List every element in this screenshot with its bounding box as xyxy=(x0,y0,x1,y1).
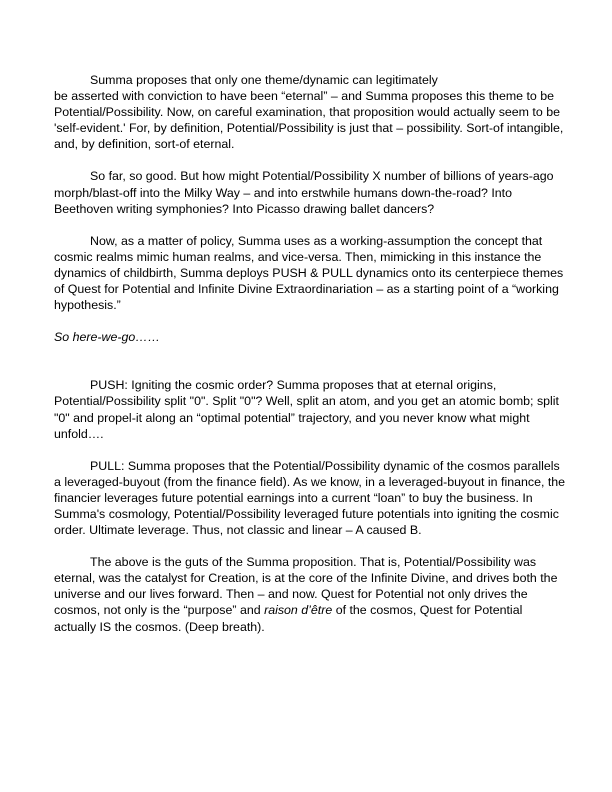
paragraph-first-line: Summa proposes that only one theme/dynamic can legitimately xyxy=(90,73,438,87)
spacer xyxy=(54,361,566,377)
guts-text-start: The above is the guts of the Summa proposition. That is, Potential/Possibility was eternal, was the catalyst for Creation, is at the core of the Infinite Divine, and drives both the universe and our lives forward. Then – and now. Quest for Potential not only drives the cosmos, not only is the “purpose” and xyxy=(54,555,558,618)
paragraph-working-assumption: Now, as a matter of policy, Summa uses as a working-assumption the concept that cosmic realms mimic human realms, and vice-versa. Then, mimicking in this instance the dynamics of childbirth, Summa deploys PUSH & PULL dynamics onto its centerpiece themes of Quest for Potential and Infinite Divine Extraordinariation – as a starting point of a “working hypothesis.” xyxy=(54,233,564,313)
body-text xyxy=(54,72,566,651)
paragraph-here-we-go xyxy=(54,329,566,345)
paragraph-so-far: So far, so good. But how might Potential/Possibility X number of billions of years-ago morph/blast-off into the Milky Way – and into erstwhile humans down-the-road? Into Beethoven writing symphonies? Into Picasso drawing ballet dancers? xyxy=(54,169,554,216)
paragraph-pull: PULL: Summa proposes that the Potential/Possibility dynamic of the cosmos parallels a leveraged-buyout (from the finance field). As we know, in a leveraged-buyout in finance, the financier leverages future potential earnings into a current “loan” to buy the business. In Summa's cosmology, Potential/Possibility leveraged future potentials into igniting the cosmic order. Ultimate leverage. Thus, not classic and linear – A caused B. xyxy=(54,458,566,538)
paragraph-push: PUSH: Igniting the cosmic order? Summa proposes that at eternal origins, Potential/Possibility split "0". Split "0"? Well, split an atom, and you get an atomic bomb; split "0" and propel-it along an “optimal potential” trajectory, and you never know what might unfold…. xyxy=(54,378,559,441)
here-we-go-text: So here-we-go…… xyxy=(54,330,161,345)
paragraph-eternal-theme xyxy=(54,72,566,152)
paragraph-continuation: be asserted with conviction to have been “eternal” – and Summa proposes this theme to be Potential/Possibility. Now, on careful examination, that proposition would actually seem to be 'self-evident.' For, by definition, Potential/Possibility is just that – possibility. Sort-of intangible, and, by definition, sort-of eternal. xyxy=(54,89,564,152)
guts-text-end: of the cosmos, Quest for Potential actually IS the cosmos. (Deep breath). xyxy=(54,603,523,634)
raison-detre-text: raison d’être xyxy=(264,603,333,618)
paragraph-guts xyxy=(54,554,566,634)
